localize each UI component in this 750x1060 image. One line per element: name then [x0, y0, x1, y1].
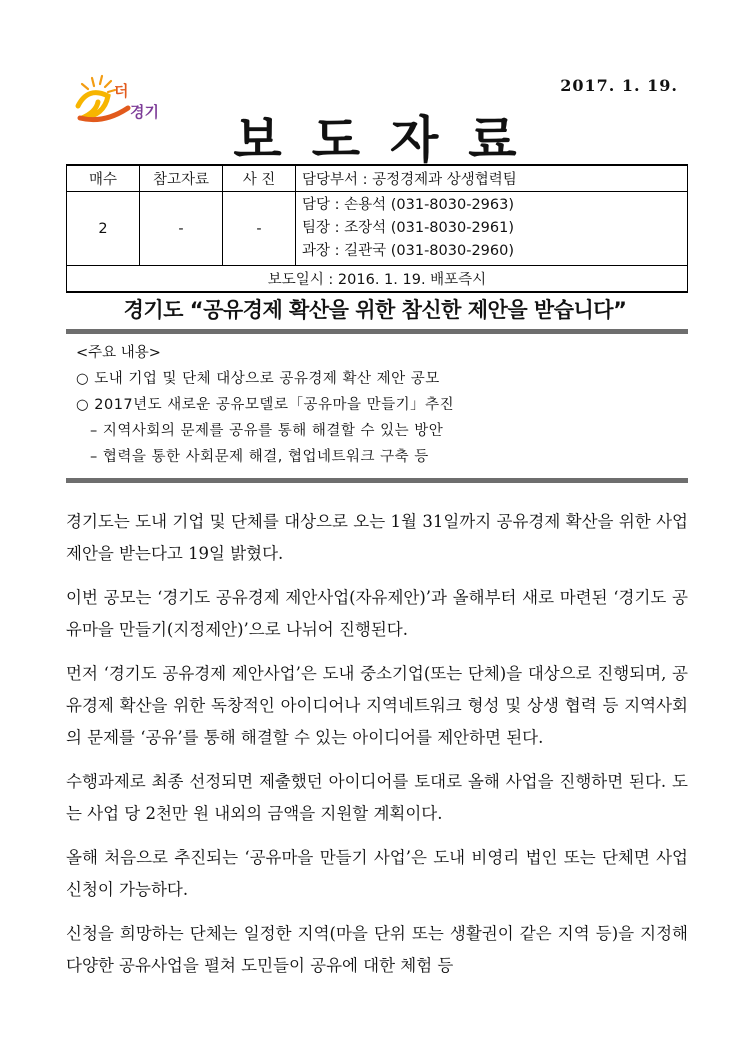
paragraph: 이번 공모는 ‘경기도 공유경제 제안사업(자유제안)’과 올해부터 새로 마련된 ‘경기도 공유마을 만들기(지정제안)’으로 나뉘어 진행된다.: [66, 588, 688, 639]
paragraph: 올해 처음으로 추진되는 ‘공유마을 만들기 사업’은 도내 비영리 법인 또는 단체면 사업신청이 가능하다.: [66, 848, 688, 899]
contact-team-leader: 팀장 : 조장석 (031-8030-2961): [302, 220, 515, 236]
value-photos: -: [223, 192, 296, 266]
info-table: [66, 164, 688, 293]
value-references: -: [140, 192, 223, 266]
paragraph: 수행과제로 최종 선정되면 제출했던 아이디어를 토대로 올해 사업을 진행하면 된다. 도는 사업 당 2천만 원 내외의 금액을 지원할 계획이다.: [66, 772, 688, 823]
release-time: 보도일시 : 2016. 1. 19. 배포즉시: [67, 266, 688, 293]
paragraph: 신청을 희망하는 단체는 일정한 지역(마을 단위 또는 생활권이 같은 지역 등)을 지정해 다양한 공유사업을 펼쳐 도민들이 공유에 대한 체험 등: [66, 924, 688, 975]
svg-text:경기: 경기: [130, 103, 159, 121]
summary-divider: [66, 478, 688, 483]
summary-item: ○ 2017년도 새로운 공유모델로「공유마을 만들기」추진: [76, 397, 455, 413]
page-title: 보도자료: [233, 110, 547, 169]
article-body: [66, 506, 688, 994]
contact-manager: 과장 : 길관국 (031-8030-2960): [302, 243, 515, 259]
headline: 경기도 “공유경제 확산을 위한 참신한 제안을 받습니다”: [123, 298, 627, 322]
summary-subitem: – 협력을 통한 사회문제 해결, 협업네트워크 구축 등: [90, 449, 429, 465]
header-references: 참고자료: [140, 165, 223, 192]
dept-cell: 담당부서 : 공정경제과 상생협력팀: [296, 165, 688, 192]
summary-title: <주요 내용>: [76, 345, 161, 361]
summary-item: ○ 도내 기업 및 단체 대상으로 공유경제 확산 제안 공모: [76, 371, 440, 387]
header-pages: 매수: [67, 165, 140, 192]
headline-divider: [66, 329, 688, 334]
release-date: 2017. 1. 19.: [560, 76, 678, 95]
paragraph: 먼저 ‘경기도 공유경제 제안사업’은 도내 중소기업(또는 단체)을 대상으로 진행되며, 공유경제 확산을 위한 독창적인 아이디어나 지역네트워크 형성 및 상생 협력 등 지역사회의 문제를 ‘공유’를 통해 해결할 수 있는 아이디어를 제안하면 된다.: [66, 664, 688, 747]
svg-text:더: 더: [114, 82, 129, 100]
header-photos: 사 진: [223, 165, 296, 192]
paragraph: 경기도는 도내 기업 및 단체를 대상으로 오는 1월 31일까지 공유경제 확산을 위한 사업제안을 받는다고 19일 밝혔다.: [66, 512, 688, 563]
value-pages: 2: [67, 192, 140, 266]
summary-box: [66, 340, 688, 470]
contacts-cell: [296, 192, 688, 266]
contact-staff: 담당 : 손용석 (031-8030-2963): [302, 197, 515, 213]
summary-subitem: – 지역사회의 문제를 공유를 통해 해결할 수 있는 방안: [90, 423, 444, 439]
